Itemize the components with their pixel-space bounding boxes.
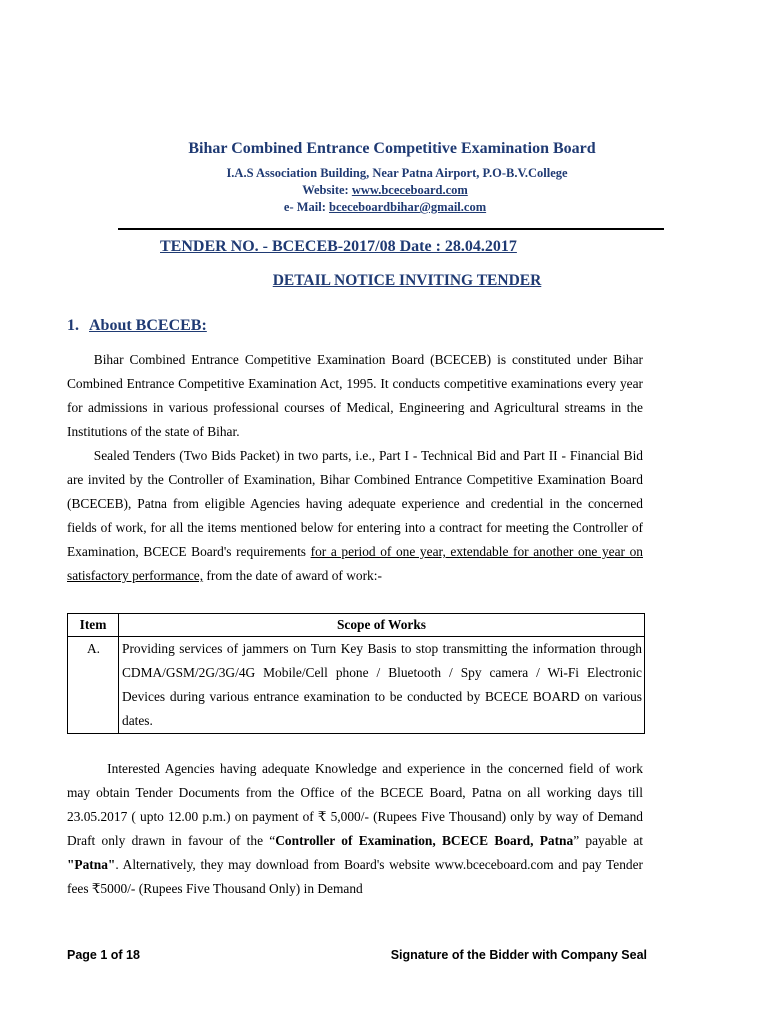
board-title: Bihar Combined Entrance Competitive Examination Board [188, 140, 596, 157]
item-column-header: Item [68, 614, 119, 637]
website-label: Website: [302, 183, 352, 197]
table-header-row [68, 614, 645, 637]
about-paragraph [67, 348, 643, 444]
header-divider [118, 228, 664, 230]
email-link[interactable]: bceceboardbihar@gmail.com [329, 200, 487, 214]
agencies-text-1: Interested Agencies having adequate Knowledge and experience in the concerned field of work may obtain Tender Documents from the Office of the BCECE Board, Patna on all working days till 23.05.2017 ( upto 12.00 p.m.) on payment of ₹ 5,000/- (Rupees Five Thousand) only by way of Demand Draft only drawn in favour of the “ [67, 761, 643, 848]
tender-tail-text: from the date of award of work:- [203, 568, 382, 583]
tender-number: TENDER NO. - BCECEB-2017/08 Date : 28.04.2017 [160, 238, 517, 255]
interested-agencies-paragraph [67, 757, 643, 901]
board-website-line [0, 183, 770, 198]
scope-table [67, 613, 645, 734]
section-heading [67, 317, 207, 335]
agencies-text-3: . Alternatively, they may download from Board's website www.bceceboard.com and pay Tender fees ₹5000/- (Rupees Five Thousand Only) in Demand [67, 857, 643, 896]
website-link[interactable]: www.bceceboard.com [351, 183, 468, 197]
section-number: 1. [67, 317, 79, 334]
page-footer [67, 948, 647, 968]
about-text: Bihar Combined Entrance Competitive Examination Board (BCECEB) is constituted under Bihar Combined Entrance Competitive Examination Act, 1995. It conducts competitive examinations every year for admissions in various professional courses of Medical, Engineering and Agricultural streams in the Institutions of the state of Bihar. [67, 352, 643, 439]
scope-cell: Providing services of jammers on Turn Key Basis to stop transmitting the information through CDMA/GSM/2G/3G/4G Mobile/Cell phone / Bluetooth / Spy camera / Wi-Fi Electronic Devices during various entrance examination to be conducted by BCECE BOARD on various dates. [119, 637, 645, 734]
table-row [68, 637, 645, 734]
payable-place: "Patna" [67, 857, 116, 872]
agencies-text-2: ” payable at [573, 833, 643, 848]
item-cell: A. [68, 637, 119, 734]
page-number: Page 1 of 18 [67, 948, 140, 962]
notice-title: DETAIL NOTICE INVITING TENDER [272, 272, 542, 289]
board-email-line [0, 200, 770, 215]
tender-text: Sealed Tenders (Two Bids Packet) in two parts, i.e., Part I - Technical Bid and Part II - Financial Bid are invited by the Controller of Examination, Bihar Combined Entrance Competitive Examination Board (BCECEB), Patna from eligible Agencies having adequate experience and credential in the concerned fields of work, for all the items mentioned below for entering into a contract for meeting the Controller of Examination, BCECE Board's requirements [67, 448, 643, 559]
section-label: About BCECEB: [89, 317, 207, 334]
payee-name: Controller of Examination, BCECE Board, Patna [275, 833, 574, 848]
tender-period-text: for a period of one year, extendable for another one year on satisfactory performance, [67, 544, 643, 583]
email-label: e- Mail: [283, 200, 330, 214]
tender-paragraph [67, 444, 643, 588]
signature-note: Signature of the Bidder with Company Seal [390, 948, 647, 962]
board-address: I.A.S Association Building, Near Patna Airport, P.O-B.V.College [226, 166, 568, 180]
scope-column-header: Scope of Works [119, 614, 645, 637]
